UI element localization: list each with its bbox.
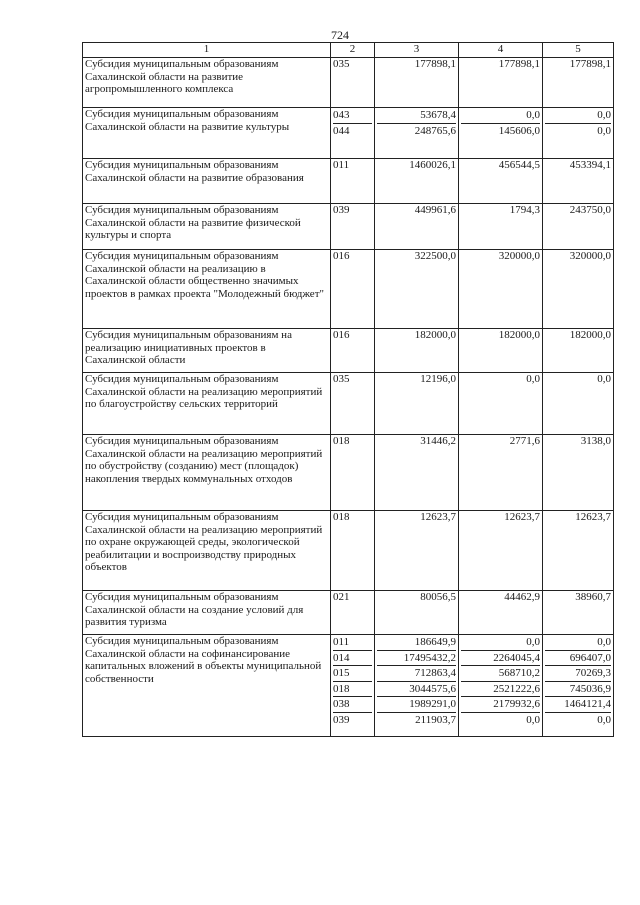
page-number: 724 [331,28,349,42]
amount-col-3-cell [375,108,459,159]
column-header-4: 4 [459,43,543,58]
amount-col-4-cell: 1794,3 [459,204,543,250]
amount-col-5: 70269,3 [545,666,611,682]
amount-col-4: 568710,2 [461,666,540,682]
budget-code-cell: 021 [331,591,375,635]
amount-col-3: 3044575,6 [377,682,456,698]
budget-code-cell: 016 [331,250,375,329]
amount-col-3-cell: 12196,0 [375,373,459,435]
budget-code-cell: 016 [331,329,375,373]
amount-col-4-cell [459,108,543,159]
amount-col-4: 2179932,6 [461,697,540,713]
amount-col-4-cell: 0,0 [459,373,543,435]
budget-code-cell: 018 [331,435,375,511]
table-row [83,435,614,511]
table-row [83,329,614,373]
amount-col-3-cell: 1460026,1 [375,159,459,204]
amount-col-4: 145606,0 [498,124,540,137]
amount-col-3: 53678,4 [377,108,456,124]
header-row [83,43,614,58]
table-row [83,635,614,737]
column-header-1: 1 [83,43,331,58]
row-description: Субсидия муниципальным образованиям Сахалинской области на софинансирование капитальных вложений в объекты муниципальной собственности [83,635,331,737]
amount-col-4-cell [459,635,543,737]
amount-col-5: 0,0 [545,635,611,651]
amount-col-3: 1989291,0 [377,697,456,713]
column-header-3: 3 [375,43,459,58]
row-description: Субсидия муниципальным образованиям Сахалинской области на развитие образования [83,159,331,204]
row-description: Субсидия муниципальным образованиям на реализацию инициативных проектов в Сахалинской области [83,329,331,373]
amount-col-4-cell: 456544,5 [459,159,543,204]
table-row [83,204,614,250]
amount-col-4-cell: 177898,1 [459,58,543,108]
amount-col-4-cell: 320000,0 [459,250,543,329]
amount-col-3: 248765,6 [414,124,456,137]
amount-col-3-cell: 449961,6 [375,204,459,250]
budget-code-cell: 035 [331,373,375,435]
budget-code-cell: 018 [331,511,375,591]
amount-col-5: 745036,9 [545,682,611,698]
amount-col-4-cell: 12623,7 [459,511,543,591]
amount-col-3-cell: 12623,7 [375,511,459,591]
amount-col-5: 696407,0 [545,651,611,667]
amount-col-4: 2264045,4 [461,651,540,667]
amount-col-3-cell: 182000,0 [375,329,459,373]
amount-col-4: 0,0 [526,713,540,726]
amount-col-4-cell: 2771,6 [459,435,543,511]
row-description: Субсидия муниципальным образованиям Сахалинской области на развитие агропромышленного комплекса [83,58,331,108]
amount-col-5-cell [543,108,614,159]
amount-col-4: 0,0 [461,108,540,124]
budget-table [82,42,614,737]
budget-code-cell: 035 [331,58,375,108]
amount-col-4: 2521222,6 [461,682,540,698]
amount-col-5: 0,0 [597,713,611,726]
amount-col-3: 211903,7 [415,713,456,726]
amount-col-5: 1464121,4 [545,697,611,713]
budget-code: 011 [333,635,372,651]
budget-code-cell: 039 [331,204,375,250]
row-description: Субсидия муниципальным образованиям Сахалинской области на реализацию в Сахалинской области общественно значимых проектов в рамках проекта "Молодежный бюджет" [83,250,331,329]
amount-col-5: 0,0 [545,108,611,124]
amount-col-3-cell: 322500,0 [375,250,459,329]
budget-code: 018 [333,682,372,698]
budget-code: 039 [333,713,350,726]
budget-code: 044 [333,124,350,137]
table-row [83,159,614,204]
amount-col-4-cell: 44462,9 [459,591,543,635]
amount-col-5-cell [543,635,614,737]
amount-col-5-cell: 177898,1 [543,58,614,108]
amount-col-5-cell: 243750,0 [543,204,614,250]
amount-col-5-cell: 320000,0 [543,250,614,329]
table-row [83,373,614,435]
row-description: Субсидия муниципальным образованиям Сахалинской области на развитие физической культуры и спорта [83,204,331,250]
table-row [83,250,614,329]
amount-col-3: 17495432,2 [377,651,456,667]
amount-col-5-cell: 12623,7 [543,511,614,591]
budget-code: 043 [333,108,372,124]
amount-col-4-cell: 182000,0 [459,329,543,373]
amount-col-3-cell: 80056,5 [375,591,459,635]
row-description: Субсидия муниципальным образованиям Сахалинской области на реализацию мероприятий по обустройству (созданию) мест (площадок) накопления твердых коммунальных отходов [83,435,331,511]
row-description: Субсидия муниципальным образованиям Сахалинской области на развитие культуры [83,108,331,159]
amount-col-3: 712863,4 [377,666,456,682]
column-header-2: 2 [331,43,375,58]
budget-code-cell [331,108,375,159]
table-row [83,511,614,591]
amount-col-3-cell: 177898,1 [375,58,459,108]
budget-code-cell: 011 [331,159,375,204]
table-row [83,108,614,159]
amount-col-5-cell: 182000,0 [543,329,614,373]
amount-col-3-cell: 31446,2 [375,435,459,511]
row-description: Субсидия муниципальным образованиям Сахалинской области на реализацию мероприятий по охране окружающей среды, экологической реабилитации и воспроизводству природных объектов [83,511,331,591]
amount-col-3-cell [375,635,459,737]
amount-col-5-cell: 3138,0 [543,435,614,511]
amount-col-5-cell: 38960,7 [543,591,614,635]
amount-col-3: 186649,9 [377,635,456,651]
column-header-5: 5 [543,43,614,58]
amount-col-4: 0,0 [461,635,540,651]
table-row [83,58,614,108]
row-description: Субсидия муниципальным образованиям Сахалинской области на создание условий для развития туризма [83,591,331,635]
table-row [83,591,614,635]
budget-code-cell [331,635,375,737]
row-description: Субсидия муниципальным образованиям Сахалинской области на реализацию мероприятий по благоустройству сельских территорий [83,373,331,435]
amount-col-5-cell: 453394,1 [543,159,614,204]
amount-col-5-cell: 0,0 [543,373,614,435]
budget-code: 015 [333,666,372,682]
budget-code: 014 [333,651,372,667]
table-body [83,58,614,737]
amount-col-5: 0,0 [597,124,611,137]
budget-code: 038 [333,697,372,713]
